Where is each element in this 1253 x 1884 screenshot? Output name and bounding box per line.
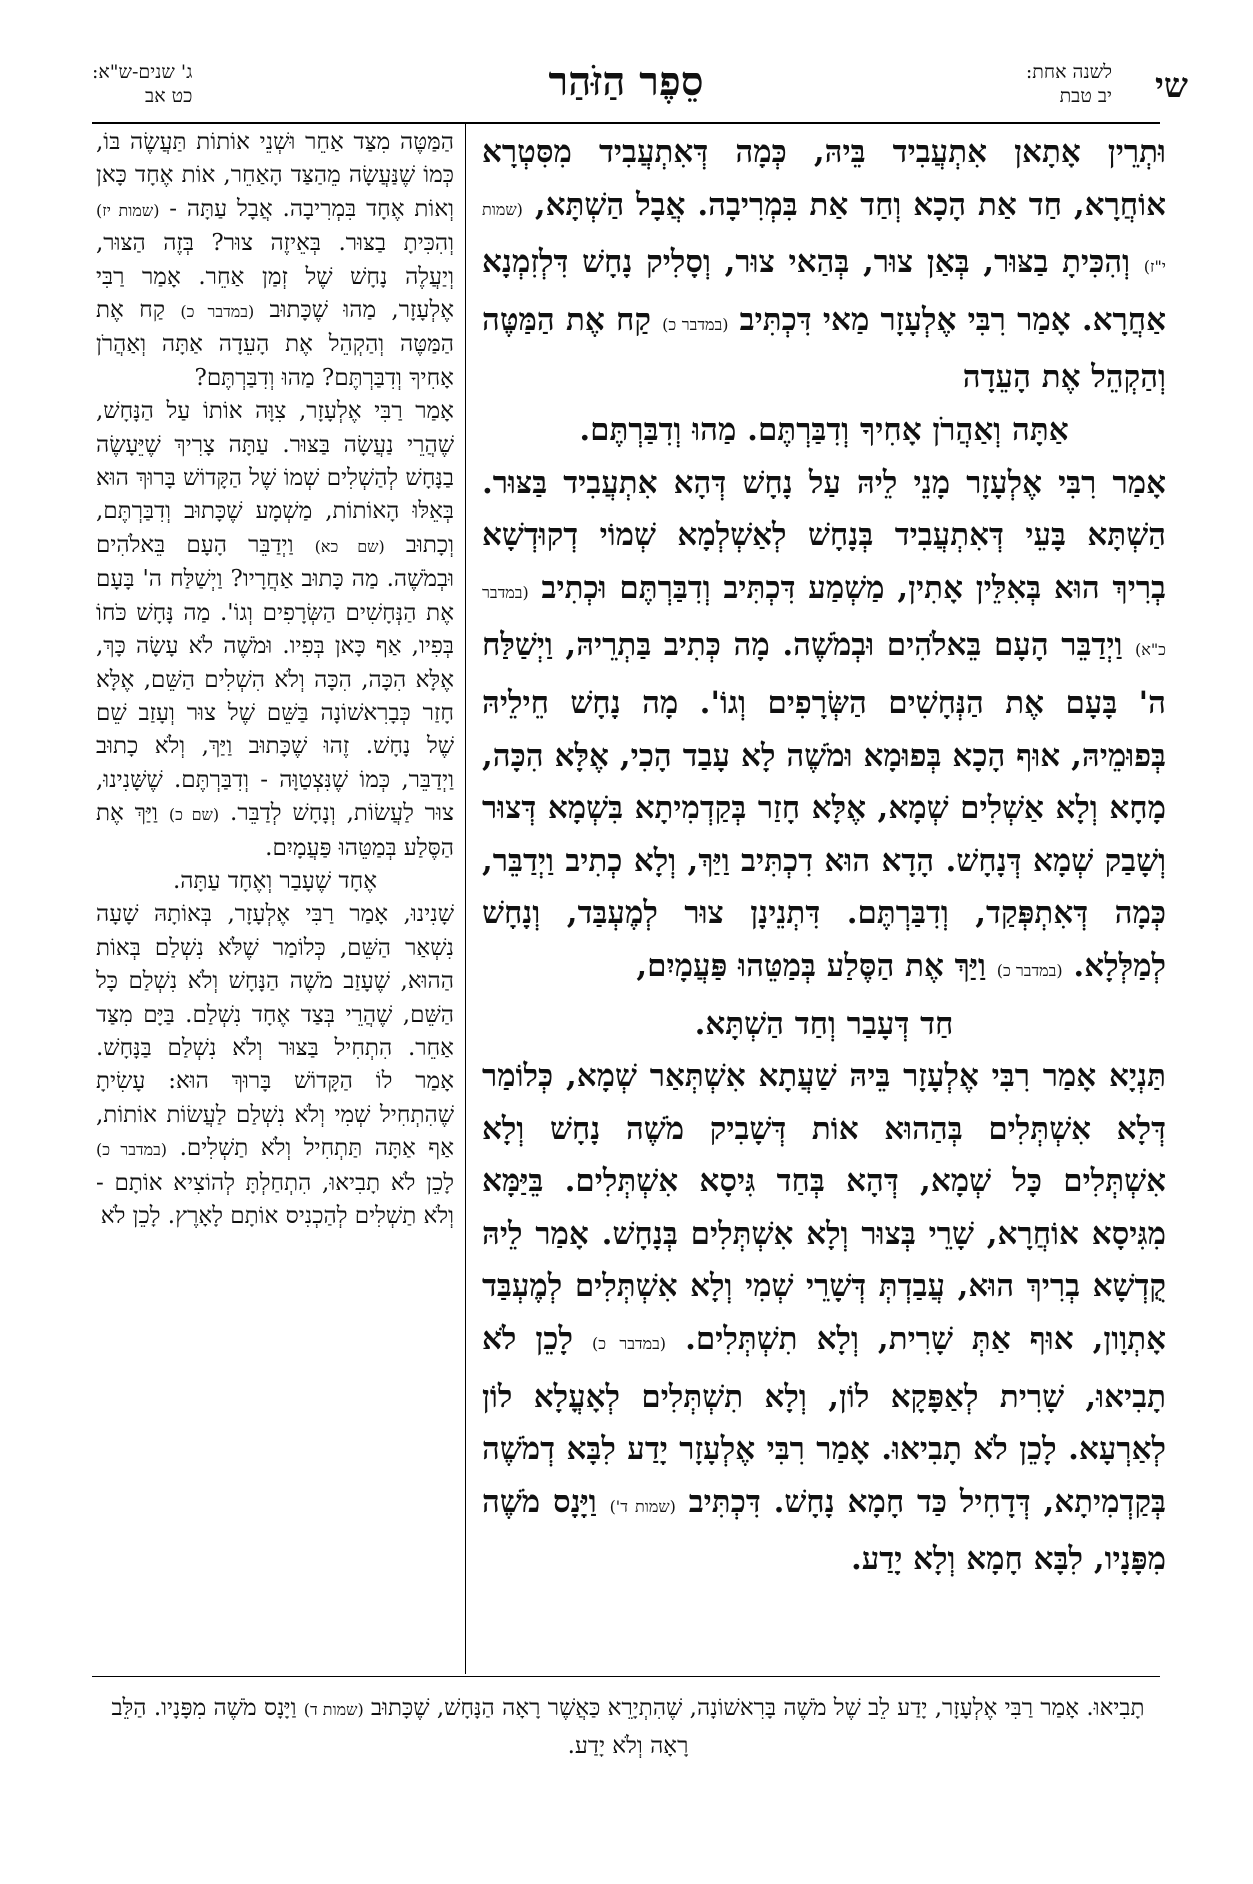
book-title: סֵפֶר הַזֹּהַר <box>548 58 704 105</box>
page-header <box>92 58 1188 116</box>
aramaic-paragraph: תַּנְיָא אָמַר רִבִּי אֶלְעָזָר בֵּיהּ שַׁעֲתָא אִשְׁתְּאַר שְׁמָא, כְּלוֹמַר דְּלָא אִשְׁתְּלִים בְּהַהוּא אוֹת דְּשָׁבִיק מֹשֶׁה נָחָשׁ וְלָא אִשְׁתְּלִים כָּל שְׁמָא, דְּהָא בְּחַד גִּיסָא אִשְׁתְּלִים. בֵּיַּמָּא מִגִּיסָא אוֹחֲרָא, שָׁרֵי בְּצוּר וְלָא אִשְׁתְּלִים בְּנָחָשׁ. אָמַר לֵיהּ קֻדְשָׁא בְרִיךְ הוּא, עֲבַדְתְּ דְּשָׁרֵי שְׁמִי וְלָא אִשְׁתְּלִים לְמֶעְבַּד אָתְוָון, אוּף אַתְּ שָׁרִית, וְלָא תִשְׁתְּלִים. (במדבר כ) לָכֵן לֹא תָבִיאוּ, שָׁרִית לְאַפָּקָא לוֹן, וְלָא תִשְׁתְּלִים לְאָעֳלָא לוֹן לְאַרְעָא. לָכֵן לֹא תָבִיאוּ. אָמַר רִבִּי אֶלְעָזָר יָדַע לִבָּא דְמֹשֶׁה בְּקַדְמִיתָא, דְּדָחִיל כַּד חָמָא נָחָשׁ. דִּכְתִּיב (שמות ד') וַיָּנָס מֹשֶׁה מִפָּנָיו, לִבָּא חָמָא וְלָא יָדַע. <box>482 1058 1167 1578</box>
aramaic-line: אַתָּה וְאַהֲרֹן אָחִיךָ וְדִבַּרְתֶּם. מַהוּ וְדִבַּרְתֶּם. <box>579 411 1069 448</box>
schedule-three-years-date: כט אב <box>145 85 193 107</box>
footer-continuation: תָבִיאוּ. אָמַר רַבִּי אֶלְעָזָר, יָדַע לֵב שֶׁל מֹשֶׁה בָּרִאשׁוֹנָה, שֶׁהִתְיָרֵא כַּאֲשֶׁר רָאָה הַנָּחָשׁ, שֶׁכָּתוּב (שמות ד) וַיָּנָס מֹשֶׁה מִפָּנָיו. הַלֵּב רָאָה וְלֹא יָדַע. <box>111 1695 1145 1759</box>
column-divider <box>465 124 466 1674</box>
hebrew-line: אֶחָד שֶׁעָבַר וְאֶחָד עַתָּה. <box>172 867 378 894</box>
verse-reference: (שמות ד) <box>303 1700 364 1719</box>
aramaic-line: חַד דְּעָבַר וְחַד הַשְׁתָּא. <box>694 1005 954 1042</box>
verse-reference: (במדבר כ) <box>662 314 729 334</box>
hebrew-translation-column <box>96 126 454 1233</box>
verse-reference: (שמות י"ז) <box>482 199 1166 277</box>
verse-reference: (במדבר כ) <box>180 302 255 322</box>
aramaic-column <box>482 126 1166 1586</box>
hebrew-paragraph: אָמַר רַבִּי אֶלְעָזָר, צִוָּה אוֹתוֹ עַל הַנָּחָשׁ, שֶׁהֲרֵי נַעֲשָׂה בַּצּוּר. עַתָּה צָרִיךְ שֶׁיֵּעָשֶׂה בַנָּחָשׁ לְהַשְׁלִים שְׁמוֹ שֶׁל הַקָּדוֹשׁ בָּרוּךְ הוּא בְּאֵלּוּ הָאוֹתוֹת, מַשְׁמָע שֶׁכָּתוּב וְדִבַּרְתֶּם, וְכָתוּב (שם כא) וַיְדַבֵּר הָעָם בֵּאלֹהִים וּבְמֹשֶׁה. מַה כָּתוּב אַחֲרָיו? וַיְשַׁלַּח ה' בָּעָם אֶת הַנְּחָשִׁים הַשְּׂרָפִים וְגוֹ'. מַה נָּחָשׁ כֹּחוֹ בְּפִיו, אַף כָּאן בְּפִיו. וּמֹשֶׁה לֹא עָשָׂה כָּךְ, אֶלָּא הִכָּה, הִכָּה וְלֹא הִשְׁלִים הַשֵּׁם, אֶלָּא חָזַר כְּבָרִאשׁוֹנָה בַּשֵּׁם שֶׁל צוּר וְעָזַב שֵׁם שֶׁל נָחָשׁ. זֶהוּ שֶׁכָּתוּב וַיַּךְ, וְלֹא כָתוּב וַיְדַבֵּר, כְּמוֹ שֶׁנִּצְטַוָּה - וְדִבַּרְתֶּם. שֶׁשָּׁנִינוּ, צוּר לַעֲשׂוֹת, וְנָחָשׁ לְדַבֵּר. (שם כ) וַיַּךְ אֶת הַסֶּלַע בְּמַטֵּהוּ פַּעֲמָיִם. <box>96 398 455 861</box>
verse-reference: (שמות יז) <box>96 200 160 220</box>
schedule-three-years <box>92 60 192 108</box>
verse-reference: (במדבר כ"א) <box>482 582 1166 660</box>
hebrew-paragraph: הַמַּטֶּה מִצַּד אַחֵר וּשְׁנֵי אוֹתוֹת תַּעֲשֶׂה בּוֹ, כְּמוֹ שֶׁנַּעֲשָׂה מֵהַצַּד הָאַחֵר, אוֹת אֶחָד כָּאן וְאוֹת אֶחָד בִּמְרִיבָה. אֲבָל עַתָּה - (שמות יז) וְהִכִּיתָ בַצּוּר. בְּאֵיזֶה צוּר? בְּזֶה הַצּוּר, וְיַעֲלֶה נָחָשׁ שֶׁל זְמַן אַחֵר. אָמַר רַבִּי אֶלְעָזָר, מַהוּ שֶׁכָּתוּב (במדבר כ) קַח אֶת הַמַּטֶּה וְהַקְהֵל אֶת הָעֵדָה אַתָּה וְאַהֲרֹן אָחִיךָ וְדִבַּרְתֶּם? מַהוּ וְדִבַּרְתֶּם? <box>96 129 455 391</box>
hebrew-paragraph: שָׁנִינוּ, אָמַר רַבִּי אֶלְעָזָר, בְּאוֹתָהּ שָׁעָה נִשְׁאַר הַשֵּׁם, כְּלוֹמַר שֶׁלֹּא נִשְׁלַם בְּאוֹת הַהוּא, שֶׁעָזַב מֹשֶׁה הַנָּחָשׁ וְלֹא נִשְׁלַם כָּל הַשֵּׁם, שֶׁהֲרֵי בְּצַד אֶחָד נִשְׁלַם. בַּיָּם מִצַּד אַחֵר. הִתְחִיל בַּצּוּר וְלֹא נִשְׁלַם בַּנָּחָשׁ. אָמַר לוֹ הַקָּדוֹשׁ בָּרוּךְ הוּא: עָשִׂיתָ שֶׁהִתְחִיל שְׁמִי וְלֹא נִשְׁלַם לַעֲשׂוֹת אוֹתוֹת, אַף אַתָּה תַּתְחִיל וְלֹא תַשְׁלִים. (במדבר כ) לָכֵן לֹא תָבִיאוּ, הִתְחַלְתָּ לְהוֹצִיא אוֹתָם - וְלֹא תַשְׁלִים לְהַכְנִיס אוֹתָם לָאָרֶץ. לָכֵן לֹא <box>96 901 455 1229</box>
verse-reference: (במדבר כ) <box>591 1334 667 1354</box>
schedule-one-year-label: לשנה אחת: <box>1025 61 1112 83</box>
verse-reference: (במדבר כ) <box>996 960 1063 980</box>
page-number: שי <box>1155 66 1188 106</box>
verse-reference: (שם כ) <box>168 805 220 825</box>
schedule-one-year-date: יב טבת <box>1059 85 1112 107</box>
aramaic-paragraph: וּתְרֵין אָתָאן אִתְעֲבִיד בֵּיהּ, כְּמָה דְּאִתְעֲבִיד מִסִּטְרָא אוֹחֲרָא, חַד אַת הָכָא וְחַד אַת בִּמְרִיבָה. אֲבָל הַשְׁתָּא, (שמות י"ז) וְהִכִּיתָ בַצּוּר, בְּאַן צוּר, בְּהַאי צוּר, וְסָלִיק נָחָשׁ דִּלְזִמְנָא אַחֲרָא. אָמַר רִבִּי אֶלְעָזָר מַאי דִּכְתִּיב (במדבר כ) קַח אֶת הַמַּטֶּה וְהַקְהֵל אֶת הָעֵדָה <box>482 134 1166 396</box>
footer-rule <box>92 1676 1160 1677</box>
verse-reference: (שם כא) <box>314 536 385 556</box>
aramaic-paragraph: אָמַר רִבִּי אֶלְעָזָר מָנֵי לֵיהּ עַל נָחָשׁ דְּהָא אִתְעֲבִיד בַּצּוּר. הַשְׁתָּא בָּעֵי דְּאִתְעֲבִיד בְּנָחָשׁ לְאַשְׁלְמָא שְׁמוֹי דְקוּדְשָׁא בְרִיךְ הוּא בְּאִלֵּין אָתִין, מַשְׁמַע דִּכְתִּיב וְדִבַּרְתֶּם וּכְתִיב (במדבר כ"א) וַיְדַבֵּר הָעָם בֵּאלֹהִים וּבְמֹשֶׁה. מָה כְּתִיב בַּתְרֵיהּ, וַיְשַׁלַּח ה' בָּעָם אֶת הַנְּחָשִׁים הַשְּׂרָפִים וְגוֹ'. מָה נָחָשׁ חֵילֵיהּ בְּפוּמֵיהּ, אוּף הָכָא בְּפוּמָא וּמֹשֶׁה לָא עָבַד הָכִי, אֶלָּא הִכָּה, מָחָא וְלָא אַשְׁלִים שְׁמָא, אֶלָּא חָזַר בְּקַדְמִיתָא בִּשְׁמָא דְּצוּר וְשָׁבַק שְׁמָא דְּנָחָשׁ. הָדָא הוּא דִכְתִּיב וַיַּךְ, וְלָא כְתִיב וַיְדַבֵּר, כְּמָה דְּאִתְפְּקַד, וְדִבַּרְתֶּם. דִּתְנֵינָן צוּר לְמֶעְבַּד, וְנָחָשׁ לְמַלְּלָא. (במדבר כ) וַיַּךְ אֶת הַסֶּלַע בְּמַטֵּהוּ פַּעֲמָיִם, <box>482 464 1166 984</box>
verse-reference: (במדבר כ) <box>96 1140 168 1160</box>
header-rule <box>92 122 1160 124</box>
schedule-three-years-label: ג' שנים-ש"א: <box>92 61 193 83</box>
verse-reference: (שמות ד') <box>609 1496 676 1516</box>
